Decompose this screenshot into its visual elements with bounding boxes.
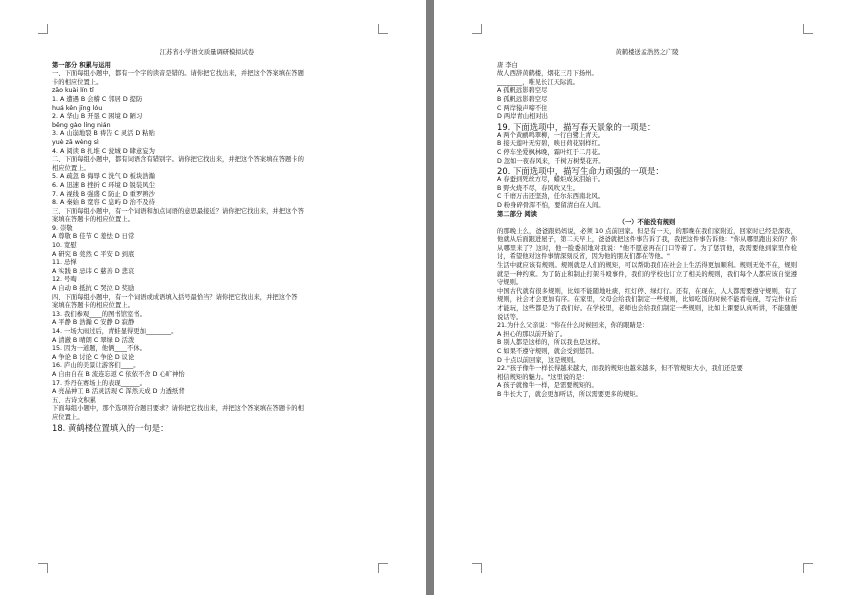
page-corner-mark	[38, 563, 48, 573]
text-line: A 亮晶神工 B 活灵活现 C 浑然天成 D 力透纸背	[52, 388, 185, 396]
text-line: D 两岸青山相对出	[497, 113, 548, 121]
text-line: 13. 我们参观____的图书馆室书。	[52, 310, 146, 318]
text-line: A 清澈 B 晴朗 C 翠绿 D 活泼	[52, 336, 135, 344]
page-right-content	[497, 49, 797, 400]
text-line: 唐 李白	[497, 61, 518, 69]
reading-question-list	[497, 322, 797, 399]
page-corner-mark	[803, 563, 813, 573]
passage-paragraph: 中国古代就有很多规则，比如不能随地吐痰，红灯停、绿灯行。还有，在现在，人人都需要遵守规则，有了规则，社会才会更加有序。在家里，父母会给我们制定一些规则，比如吃饭的时候不能看电视，写完作业后才能玩，这些都是为了我们好。在学校里，老师也会给我们制定一些规则，比如上课要认真听讲，不能随便说话等。	[497, 287, 797, 321]
text-line: 2. A 华山 B 开垦 C 困境 D 陋习	[52, 113, 143, 121]
text-line: 20. 下面选项中，描写生命力顽强的一项是：	[497, 166, 664, 177]
exam-question-list	[52, 62, 362, 433]
text-line: A 争论 B 讨论 C 争论 D 议论	[52, 353, 135, 361]
text-line: A 自动 B 抵抗 C 哭泣 D 奖励	[52, 285, 135, 293]
text-line: A 孤帆远影碧空尽	[497, 87, 548, 95]
page-corner-mark	[472, 563, 482, 573]
text-line: 相应位置上。	[52, 164, 90, 172]
text-line: 16. 庐山的美景让游客们____。	[52, 362, 140, 370]
poem-title: 黄鹤楼送孟浩然之广陵	[615, 49, 679, 56]
text-line: B 牛长大了，就会更加听话，所以需要更多的规矩。	[497, 390, 642, 398]
text-line: 18. 黄鹤楼位置填入的一句是：	[52, 422, 169, 433]
text-line: A 平静 B 浩瀚 C 安静 D 寂静	[52, 319, 135, 327]
text-line: 应位置上。	[52, 413, 84, 421]
text-line: D 忽如一夜春风来，千树万树梨花开。	[497, 157, 605, 165]
text-line: A 春蚕到死丝方尽，蜡炬成灰泪始干。	[497, 176, 605, 184]
text-line: A 孩子就像牛一样，是需要规矩的。	[497, 382, 598, 390]
page-corner-mark	[38, 24, 48, 34]
text-line: 5. A 疏忽 B 侮辱 C 洗气 D 板块浩瀚	[52, 173, 155, 181]
text-line: 6. A 迅速 B 挫折 C 环境 D 锐装风尘	[52, 181, 155, 189]
passage-paragraph: 生活中就应该有规则。规则就是人们的规矩，可以帮助我们在社会上生活得更加顺利。规则无处不在，规则就是一种约束。为了防止和制止打架斗殴事件，我们的学校也订立了相关的规则，我们每个人都应该自觉遵守规则。	[497, 262, 797, 287]
text-line: A 自由自在 B 流连忘返 C 依依不舍 D 心旷神怡	[52, 370, 185, 378]
text-line: 1. A 遭遇 B 会稽 C 邻居 D 提防	[52, 95, 143, 103]
text-line: 12. 号啕	[52, 276, 77, 284]
text-line: 四、下面每组小题中，有一个词语或成语填入括号最恰当？请你把它找出来，并把这个答	[52, 293, 298, 301]
text-line: yuè zā wèng sì	[52, 138, 99, 146]
text-line: 五、古诗文积累	[52, 396, 97, 404]
page-left-content	[52, 49, 362, 433]
text-line: 案填在答题卡的相应位置上。	[52, 302, 134, 310]
page-corner-mark	[378, 563, 388, 573]
text-line: 3. A 山崩地裂 B 祷告 C 灵活 D 粘贴	[52, 130, 155, 138]
text-line: 二、下面每组小题中，都有词语含有错别字。请你把它找出来，并把这个答案填在答题卡的	[52, 156, 304, 164]
text-line: 15. 因为一道题，他俩____不休。	[52, 345, 146, 353]
text-line: bēng gào líng nián	[52, 121, 111, 129]
text-line: C 如果不遵守规则，就会受到惩罚。	[497, 348, 598, 355]
text-line: A 担心的那以前开始了。	[497, 330, 567, 338]
text-line: C 千磨万击还坚劲，任尔东西南北风。	[497, 193, 605, 201]
text-line: C 两岸猿声啼不住	[497, 104, 548, 112]
text-line: 7. A 视线 B 强盛 C 防止 D 重罗辨沙	[52, 190, 155, 198]
text-line: A 尊敬 B 佳节 C 羞怯 D 日常	[52, 233, 135, 241]
exam-title: 江苏省小学语文质量调研模拟试卷	[159, 49, 255, 56]
text-line: B 接天莲叶无穷碧，映日荷花别样红。	[497, 140, 605, 148]
page-corner-mark	[472, 24, 482, 34]
text-line: 14. 一场大雨过后，青蛙显得更加________。	[52, 328, 178, 335]
text-line: D 粉身碎骨浑不怕，要留清白在人间。	[497, 201, 605, 209]
reading-passage	[497, 228, 797, 323]
text-line: 10. 宽慰	[52, 242, 77, 250]
text-line: 故人西辞黄鹤楼，烟花三月下扬州。	[497, 70, 598, 78]
text-line: 21.为什么父亲说："你在什么时候回来，你的眼睛是：	[497, 322, 649, 330]
text-line: 19. 下面选项中，描写春天景象的一项是：	[497, 121, 656, 132]
text-line: 22."孩子像牛一样长得越来越大，而我的规矩也越来越多，但不管规矩大小，我们还是要	[497, 365, 743, 373]
text-line: zāo kuài lín tǐ	[52, 87, 94, 95]
text-line: 三、下面每组小题中，有一个词语和加点词语的意思最接近？请你把它找出来，并把这个答	[52, 207, 304, 215]
text-line: B 野火烧不尽，春风吹又生。	[497, 184, 579, 192]
text-line: 相信规矩的魅力。"这里说的是：	[497, 373, 589, 381]
text-line: A 实践 B 忌讳 C 慈善 D 悲哀	[52, 267, 135, 275]
text-line: 案填在答题卡的相应位置上。	[52, 216, 134, 224]
page-gutter	[426, 0, 434, 595]
text-line: A 两个黄鹂鸣翠柳，一行白鹭上青天。	[497, 131, 605, 139]
text-line: D 十点以前回家，这是规则。	[497, 356, 580, 364]
text-line: 17. 乔丹在赛场上的表现______。	[52, 379, 146, 387]
poem-question-list	[497, 62, 797, 228]
text-line: 下面每组小题中，那个选项符合题目要求？请你把它找出来，并把这个答案填在答题卡的相	[52, 405, 304, 413]
text-line: huá kěn jīng lóu	[52, 104, 103, 112]
text-line: C 停车坐爱枫林晚，霜叶红于二月花。	[497, 148, 605, 156]
text-line: 一、下面每组小题中，都有一个字的读音是错的。请你把它找出来，并把这个答案填在答题	[52, 70, 304, 78]
text-line: 4. A 阅读 B 扎堆 C 瓮城 D 肆意妄为	[52, 147, 155, 155]
page-corner-mark	[378, 24, 388, 34]
text-line: B 别人都是这样的，所以我也是这样。	[497, 339, 605, 347]
text-line: 11. 忌惮	[52, 259, 77, 267]
passage-paragraph: 的那晚上么，爸爸跟妈妈说，必须 10 点前回家。但是有一天，的那晚在我们家附近，回家时已经是深夜，他就从后面跟进屋子，第二天早上，爸爸就把这件事告诉了我，我把这件事告诉他："你从哪里跑出来的？你从哪里来了？这时，他一脸委屈地对我说："他不愿意再在门口等着了。为了惩罚他，我需要他到家里作检讨，希望他对这件事情深刻反省，因为他的朋友们都在等他。"	[497, 227, 797, 261]
text-line: 9. 崇敬	[52, 224, 73, 232]
text-line: 第一部分 积累与运用	[52, 61, 111, 69]
text-line: 8. A 秦始 B 宽容 C 息屿 D 治不及待	[52, 199, 155, 207]
text-line: （一）不能没有规则	[618, 219, 676, 227]
text-line: A 研究 B 莞然 C 平安 D 到底	[52, 250, 135, 258]
text-line: 卡的相应位置上。	[52, 78, 103, 86]
document-page-right	[434, 0, 851, 595]
text-line: B 孤帆远影碧空尽	[497, 95, 548, 103]
text-line: ________，唯见长江天际流。	[497, 78, 579, 86]
page-corner-mark	[803, 24, 813, 34]
text-line: 第二部分 阅读	[497, 210, 537, 218]
